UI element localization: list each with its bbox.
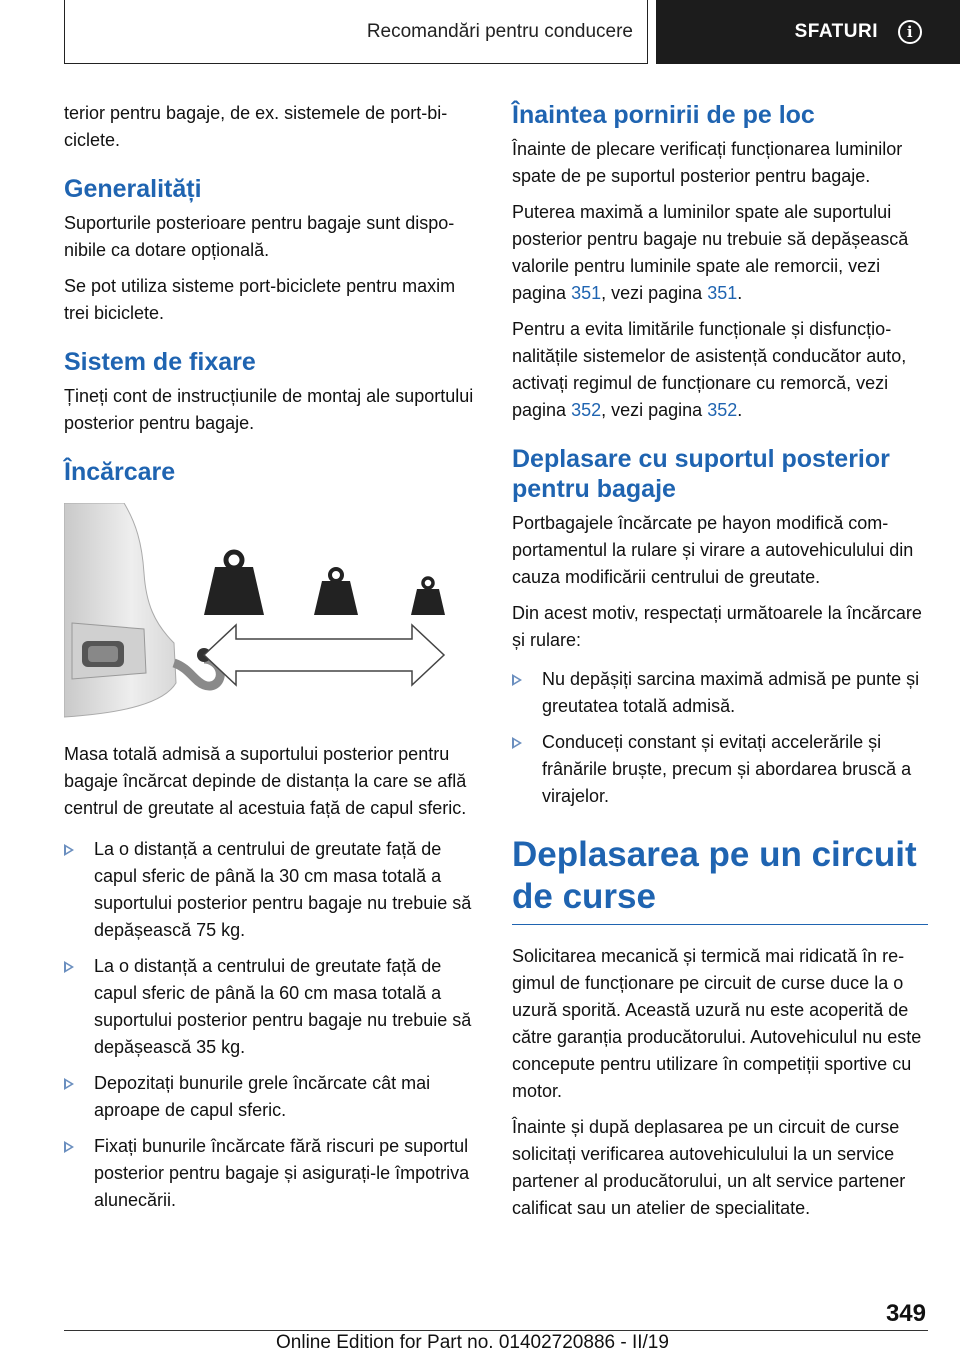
loading-caption: Masa totală admisă a suportului posterior pentru bagaje încărcat depinde de distanța la care se află centrul de greutate al acestuia față de capul sferic.	[64, 744, 467, 818]
triangle-bullet-icon	[64, 961, 74, 973]
heading-fixing: Sistem de fixare	[64, 348, 256, 376]
list-item: La o distanță a centrului de greutate față de capul sferic de până la 60 cm masa totală a suportului posterior pentru bagaje nu trebuie să depășească 35 kg.	[64, 953, 480, 1061]
driving-p1: Portbagajele încărcate pe hayon modifică comportamentul la rulare și virare a autovehiculului din cauza modificării centrului de greutate.	[512, 513, 914, 587]
race-p1: Solicitarea mecanică și termică mai ridicată în regimul de funcționare pe circuit de curse duce la o uzură sporită. Această uzură nu este acoperită de către garanția producătorului. Autovehiculul nu este concepute pentru utilizare în competiții sportive cu motor.	[512, 946, 922, 1101]
triangle-bullet-icon	[64, 1078, 74, 1090]
footer-edition: Online Edition for Part no. 01402720886 - II/19	[276, 1332, 669, 1353]
header-category: SFATURI	[794, 21, 878, 42]
driving-p2: Din acest motiv, respectați următoarele la încărcare și rulare:	[512, 603, 922, 650]
driving-bullets	[512, 666, 928, 810]
page-number: 349	[885, 1300, 926, 1327]
fixing-p1: Țineți cont de instrucțiunile de montaj ale suportului posterior pentru bagaje.	[64, 386, 474, 433]
page-link[interactable]: 352	[571, 400, 602, 420]
list-item: Nu depășiți sarcina maximă admisă pe punte și greutatea totală admisă.	[512, 666, 928, 720]
header-category-tab[interactable]	[656, 0, 960, 64]
race-heading-block	[512, 834, 928, 925]
heading-driving: Deplasare cu suportul posterior pentru bagaje	[512, 445, 890, 503]
triangle-bullet-icon	[64, 844, 74, 856]
before-start-p2: Puterea maximă a luminilor spate ale suportului posterior pentru bagaje nu trebuie să depășească valorile pentru luminile spate ale remorcii, vezi pagina 351, vezi pagina 351.	[512, 202, 909, 303]
general-p1: Suporturile posterioare pentru bagaje sunt disponibile ca dotare opțională.	[64, 213, 455, 260]
before-start-p1: Înainte de plecare verificați funcționarea luminilor spate de pe suportul posterior pentru bagaje.	[512, 139, 903, 186]
triangle-bullet-icon	[64, 1141, 74, 1153]
list-item: La o distanță a centrului de greutate față de capul sferic de până la 30 cm masa totală a suportului posterior pentru bagaje nu trebuie să depășească 75 kg.	[64, 836, 480, 944]
page-link[interactable]: 351	[571, 283, 602, 303]
loading-bullets	[64, 836, 480, 1214]
general-p2: Se pot utiliza sisteme port-biciclete pentru maxim trei biciclete.	[64, 276, 456, 323]
triangle-bullet-icon	[512, 674, 522, 686]
race-p2: Înainte și după deplasarea pe un circuit de curse solicitați verificarea autovehiculului la un service partener al producătorului, un alt service partener calificat sau un atelier de specialitate.	[512, 1117, 906, 1218]
page-link[interactable]: 351	[707, 283, 738, 303]
info-circle-icon[interactable]: i	[898, 20, 922, 44]
intro-text: terior pentru bagaje, de ex. sistemele de port-biciclete.	[64, 103, 448, 150]
list-item: Depozitați bunurile grele încărcate cât mai aproape de capul sferic.	[64, 1070, 480, 1124]
tow-hitch-load-illustration	[64, 503, 480, 719]
list-item: Conduceți constant și evitați accelerările și frânările bruște, precum și abordarea bruscă a virajelor.	[512, 729, 928, 810]
heading-before-start: Înaintea pornirii de pe loc	[512, 101, 815, 129]
before-start-p3: Pentru a evita limitările funcționale și disfuncționalitățile sistemelor de asistență conducător auto, activați regimul de funcționare cu remorcă, vezi pagina 352, vezi pagina 352.	[512, 319, 907, 420]
page-link[interactable]: 352	[707, 400, 738, 420]
header-section-title: Recomandări pentru conducere	[366, 20, 633, 42]
heading-race: Deplasarea pe un circuit de curse	[512, 835, 917, 916]
footer-divider	[64, 1330, 928, 1331]
list-item: Fixați bunurile încărcate fără riscuri pe suportul posterior pentru bagaje și asigurați-le împotriva alunecării.	[64, 1133, 480, 1214]
right-column	[512, 100, 928, 1231]
left-column	[64, 100, 480, 1223]
triangle-bullet-icon	[512, 737, 522, 749]
heading-loading: Încărcare	[64, 458, 176, 486]
header-section-title-box	[64, 0, 648, 64]
heading-general: Generalități	[64, 175, 202, 203]
